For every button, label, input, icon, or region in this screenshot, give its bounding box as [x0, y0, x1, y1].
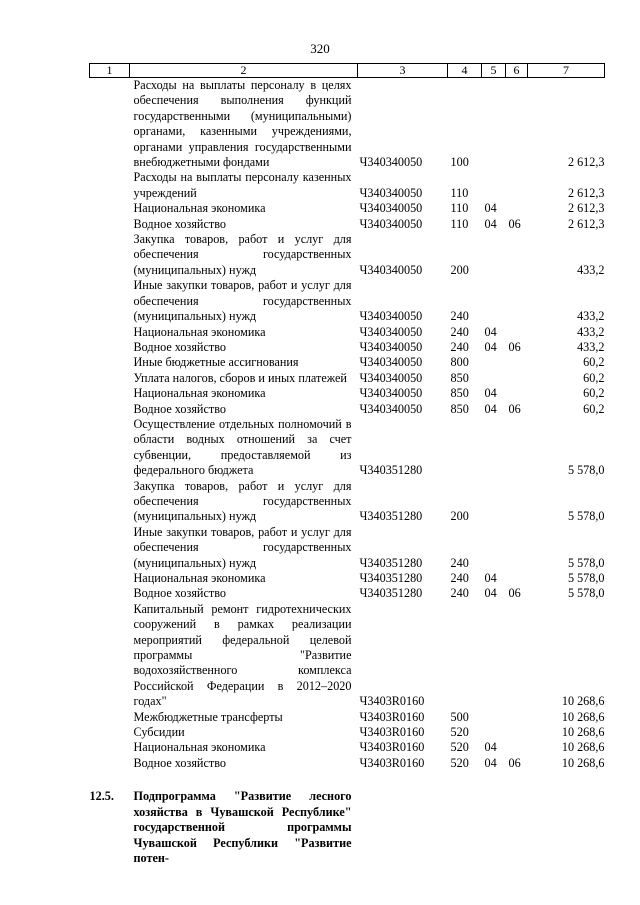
- subsection-code: 06: [508, 216, 521, 231]
- subsection-code: [506, 201, 528, 216]
- header-col-6: 6: [506, 64, 528, 78]
- section-code: [482, 525, 506, 571]
- section-code: [482, 232, 506, 278]
- row-description: Осуществление отдельных полномочий в области водных отношений за счет субвенции, предоставляемой из федерального бюджета: [133, 416, 352, 478]
- amount: 5 578,0: [567, 555, 605, 570]
- table-row: [90, 740, 605, 755]
- section-code: 04: [484, 586, 497, 601]
- section-code: [482, 278, 506, 324]
- table-row: [90, 201, 605, 216]
- section-gap: [90, 771, 605, 789]
- header-col-2: 2: [130, 64, 358, 78]
- section-code: 04: [484, 201, 497, 216]
- row-number: [90, 740, 130, 755]
- target-article-code: Ч340340050: [359, 386, 423, 401]
- table-row: [90, 586, 605, 601]
- subsection-code: [506, 525, 528, 571]
- target-article-code: Ч340340050: [359, 216, 423, 231]
- target-article-code: Ч340340050: [359, 309, 423, 324]
- expense-type-code: 100: [450, 155, 469, 170]
- expense-type-code: 110: [450, 216, 469, 231]
- section-code: [482, 710, 506, 725]
- header-col-1: 1: [90, 64, 130, 78]
- table-row: [90, 325, 605, 340]
- expense-type-code: 520: [450, 755, 469, 770]
- row-number: [90, 386, 130, 401]
- row-description: Уплата налогов, сборов и иных платежей: [133, 370, 347, 385]
- subprogram-number: 12.5.: [89, 789, 114, 804]
- target-article-code: Ч3403R0160: [359, 694, 425, 709]
- header-col-7: 7: [528, 64, 605, 78]
- row-description: Закупка товаров, работ и услуг для обеспечения государственных (муниципальных) нужд: [133, 232, 352, 277]
- subsection-code: [506, 725, 528, 740]
- target-article-code: Ч340340050: [359, 185, 423, 200]
- expense-type-code: 240: [450, 309, 469, 324]
- expense-type-code: 240: [450, 555, 469, 570]
- subsection-code: [506, 710, 528, 725]
- amount: 433,2: [577, 324, 605, 339]
- table-row: [90, 402, 605, 417]
- row-number: [90, 756, 130, 771]
- row-number: [90, 340, 130, 355]
- target-article-code: Ч340340050: [359, 262, 423, 277]
- row-number: [90, 325, 130, 340]
- amount: 2 612,3: [567, 201, 605, 216]
- row-description: Иные закупки товаров, работ и услуг для обеспечения государственных (муниципальных) нужд: [133, 524, 352, 570]
- subsection-code: [506, 78, 528, 171]
- section-code: 04: [484, 571, 497, 585]
- target-article-code: Ч340340050: [359, 201, 423, 216]
- target-article-code: Ч340340050: [359, 370, 423, 385]
- row-description: Национальная экономика: [133, 324, 266, 339]
- row-number: [90, 417, 130, 479]
- target-article-code: Ч3403R0160: [359, 755, 425, 770]
- row-number: [90, 78, 130, 171]
- amount: 10 268,6: [561, 725, 605, 740]
- amount: 60,2: [583, 370, 605, 385]
- row-description: Водное хозяйство: [133, 339, 226, 354]
- expense-type-code: 200: [450, 509, 469, 524]
- table-row: [90, 232, 605, 278]
- table-row: [90, 278, 605, 324]
- row-description: Национальная экономика: [133, 201, 266, 216]
- subsection-code: [506, 232, 528, 278]
- section-code: 04: [484, 401, 497, 416]
- table-row: [90, 756, 605, 771]
- subsection-code: [506, 371, 528, 386]
- subprogram-row: [90, 789, 605, 866]
- subsection-code: 06: [508, 586, 521, 601]
- row-number: [90, 710, 130, 725]
- amount: 5 578,0: [567, 571, 605, 585]
- target-article-code: Ч3403R0160: [359, 740, 425, 755]
- section-code: [482, 602, 506, 710]
- row-description: Расходы на выплаты персоналу в целях обеспечения выполнения функций государственными (муниципальными) органами, казенными учреждениями, органами управления государственными внебюджетными фондами: [133, 78, 352, 170]
- table-header-row: [90, 64, 605, 78]
- table-row: [90, 602, 605, 710]
- section-code: [482, 371, 506, 386]
- table-row: [90, 417, 605, 479]
- amount: 433,2: [577, 309, 605, 324]
- section-code: 04: [484, 755, 497, 770]
- row-description: Национальная экономика: [133, 386, 266, 401]
- target-article-code: Ч340340050: [359, 155, 423, 170]
- header-col-5: 5: [482, 64, 506, 78]
- target-article-code: Ч340351280: [359, 555, 423, 570]
- table-row: [90, 170, 605, 201]
- expense-type-code: 850: [450, 370, 469, 385]
- section-code: 04: [484, 324, 497, 339]
- expense-type-code: 200: [450, 262, 469, 277]
- row-description: Иные закупки товаров, работ и услуг для обеспечения государственных (муниципальных) нужд: [133, 278, 352, 324]
- table-row: [90, 725, 605, 740]
- row-number: [90, 571, 130, 586]
- subsection-code: [506, 278, 528, 324]
- expense-type-code: 110: [450, 201, 469, 216]
- subsection-code: [506, 325, 528, 340]
- row-description: Закупка товаров, работ и услуг для обеспечения государственных (муниципальных) нужд: [133, 478, 352, 524]
- row-number: [90, 170, 130, 201]
- section-code: [482, 479, 506, 525]
- table-row: [90, 371, 605, 386]
- expense-type-code: 240: [450, 586, 469, 601]
- section-code: 04: [484, 216, 497, 231]
- subsection-code: [506, 417, 528, 479]
- expense-type-code: 850: [450, 401, 469, 416]
- table-row: [90, 571, 605, 586]
- expense-type-code: 520: [450, 725, 469, 740]
- row-description: Национальная экономика: [133, 571, 266, 585]
- section-code: [482, 417, 506, 479]
- expense-type-code: 800: [450, 355, 469, 370]
- row-number: [90, 232, 130, 278]
- subsection-code: [506, 386, 528, 401]
- row-number: [90, 201, 130, 216]
- subsection-code: [506, 479, 528, 525]
- page-number: 320: [310, 41, 330, 56]
- target-article-code: Ч340351280: [359, 571, 423, 585]
- table-row: [90, 525, 605, 571]
- target-article-code: Ч340340050: [359, 355, 423, 370]
- amount: 433,2: [577, 262, 605, 277]
- row-description: Иные бюджетные ассигнования: [133, 355, 299, 370]
- row-description: Водное хозяйство: [133, 401, 226, 416]
- section-code: [482, 355, 506, 370]
- row-description: Водное хозяйство: [133, 586, 226, 601]
- row-description: Капитальный ремонт гидротехнических сооружений в рамках реализации мероприятий федеральной целевой программы "Развитие водохозяйственного комплекса Российской Федерации в 2012–2020 годах": [133, 601, 352, 709]
- row-number: [90, 525, 130, 571]
- amount: 2 612,3: [567, 216, 605, 231]
- row-number: [90, 371, 130, 386]
- expense-type-code: 110: [450, 185, 469, 200]
- subsection-code: 06: [508, 755, 521, 770]
- expense-type-code: [448, 602, 482, 710]
- table-row: [90, 78, 605, 171]
- target-article-code: Ч340340050: [359, 339, 423, 354]
- section-code: 04: [484, 339, 497, 354]
- target-article-code: Ч340340050: [359, 401, 423, 416]
- table-row: [90, 386, 605, 401]
- row-number: [90, 479, 130, 525]
- header-col-3: 3: [358, 64, 448, 78]
- amount: 60,2: [583, 355, 605, 370]
- section-code: [482, 170, 506, 201]
- target-article-code: Ч3403R0160: [359, 709, 425, 724]
- amount: 2 612,3: [567, 185, 605, 200]
- expense-type-code: [448, 417, 482, 479]
- row-number: [90, 725, 130, 740]
- subsection-code: [506, 602, 528, 710]
- row-number: [90, 586, 130, 601]
- subsection-code: [506, 355, 528, 370]
- amount: 5 578,0: [567, 463, 605, 478]
- subsection-code: [506, 571, 528, 586]
- row-description: Водное хозяйство: [133, 755, 226, 770]
- expense-type-code: 850: [450, 386, 469, 401]
- section-code: 04: [484, 740, 497, 755]
- table-row: [90, 355, 605, 370]
- budget-table: [89, 63, 605, 866]
- row-number: [90, 402, 130, 417]
- table-row: [90, 340, 605, 355]
- row-description: Расходы на выплаты персоналу казенных учреждений: [133, 170, 352, 200]
- amount: 433,2: [577, 339, 605, 354]
- amount: 10 268,6: [561, 755, 605, 770]
- amount: 5 578,0: [567, 509, 605, 524]
- expense-type-code: 240: [450, 339, 469, 354]
- row-number: [90, 217, 130, 232]
- row-description: Национальная экономика: [133, 740, 266, 755]
- target-article-code: Ч340351280: [359, 463, 423, 478]
- amount: 5 578,0: [567, 586, 605, 601]
- section-code: [482, 725, 506, 740]
- amount: 10 268,6: [561, 709, 605, 724]
- subprogram-title: Подпрограмма "Развитие лесного хозяйства в Чувашской Республике" государственной программы Чувашской Республики "Развитие потен-: [133, 789, 352, 865]
- table-row: [90, 217, 605, 232]
- subsection-code: 06: [508, 339, 521, 354]
- row-description: Межбюджетные трансферты: [133, 709, 283, 724]
- expense-type-code: 240: [450, 324, 469, 339]
- row-number: [90, 602, 130, 710]
- amount: 60,2: [583, 401, 605, 416]
- amount: 10 268,6: [561, 694, 605, 709]
- target-article-code: Ч3403R0160: [359, 725, 425, 740]
- row-description: Субсидии: [133, 725, 185, 740]
- row-description: Водное хозяйство: [133, 216, 226, 231]
- header-col-4: 4: [448, 64, 482, 78]
- expense-type-code: 520: [450, 740, 469, 755]
- table-row: [90, 710, 605, 725]
- amount: 60,2: [583, 386, 605, 401]
- table-row: [90, 479, 605, 525]
- subsection-code: 06: [508, 401, 521, 416]
- amount: 2 612,3: [567, 155, 605, 170]
- subsection-code: [506, 740, 528, 755]
- row-number: [90, 355, 130, 370]
- expense-type-code: 500: [450, 709, 469, 724]
- row-number: [90, 278, 130, 324]
- target-article-code: Ч340351280: [359, 586, 423, 601]
- table-body: [90, 78, 605, 772]
- subsection-code: [506, 170, 528, 201]
- target-article-code: Ч340340050: [359, 324, 423, 339]
- target-article-code: Ч340351280: [359, 509, 423, 524]
- expense-type-code: 240: [450, 571, 469, 585]
- section-code: 04: [484, 386, 497, 401]
- amount: 10 268,6: [561, 740, 605, 755]
- section-code: [482, 78, 506, 171]
